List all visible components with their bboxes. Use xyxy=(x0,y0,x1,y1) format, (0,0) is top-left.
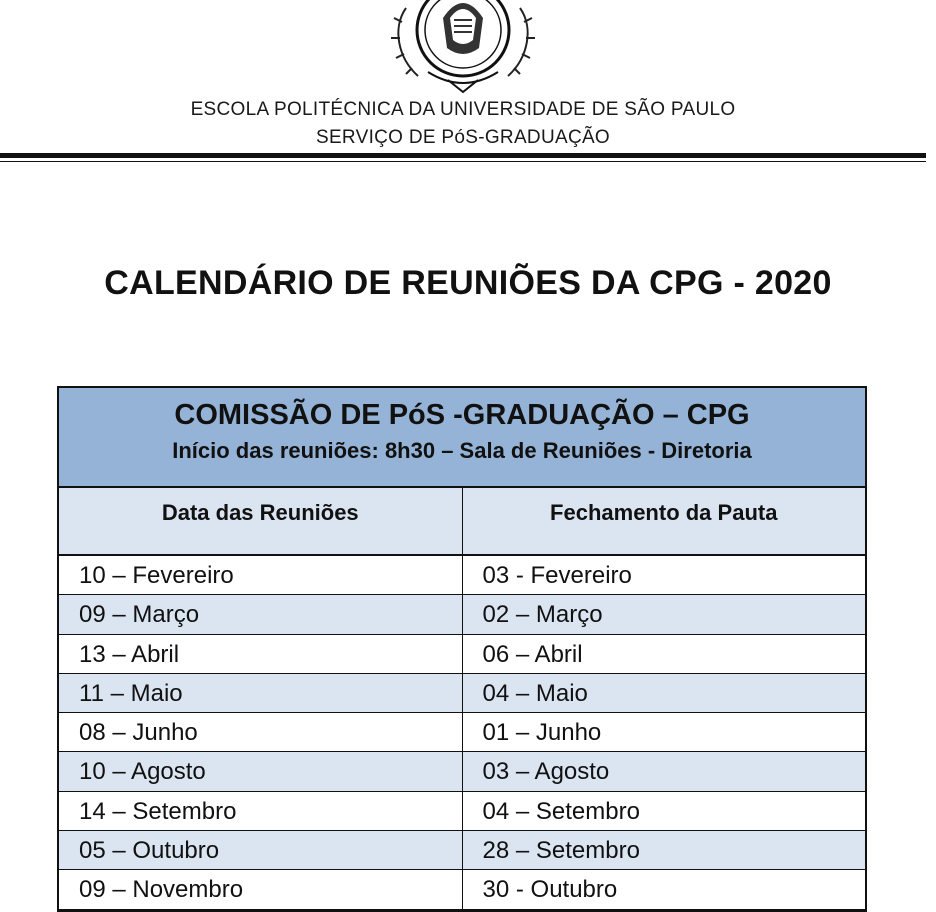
table-row xyxy=(59,595,865,634)
header-rule-thin xyxy=(0,161,926,162)
meeting-date-cell: 14 – Setembro xyxy=(59,792,463,830)
table-row xyxy=(59,713,865,752)
column-header-meeting-date: Data das Reuniões xyxy=(59,488,463,554)
table-row xyxy=(59,870,865,909)
agenda-close-cell: 04 – Setembro xyxy=(482,797,640,825)
meeting-date-cell: 13 – Abril xyxy=(59,635,463,673)
table-row xyxy=(59,635,865,674)
table-row xyxy=(59,674,865,713)
agenda-close-cell: 01 – Junho xyxy=(482,719,602,747)
agenda-close-cell: 06 – Abril xyxy=(482,640,583,668)
agenda-close-cell: 30 - Outubro xyxy=(482,876,618,904)
institution-name: ESCOLA POLITÉCNICA DA UNIVERSIDADE DE SÃO PAULO xyxy=(190,99,736,120)
column-header-agenda-close: Fechamento da Pauta xyxy=(550,500,778,525)
university-seal-logo xyxy=(388,0,538,96)
table-row xyxy=(59,556,865,595)
agenda-close-cell: 04 – Maio xyxy=(482,679,588,707)
header-rule-thick xyxy=(0,153,926,158)
department-name: SERVIÇO DE PóS-GRADUAÇÃO xyxy=(315,127,611,148)
page-title: CALENDÁRIO DE REUNIÕES DA CPG - 2020 xyxy=(104,264,832,302)
agenda-close-cell: 03 - Fevereiro xyxy=(482,562,632,589)
meeting-date-cell: 11 – Maio xyxy=(59,674,463,712)
meeting-date-cell: 10 – Fevereiro xyxy=(59,556,463,594)
table-row xyxy=(59,831,865,870)
meeting-date-cell: 09 – Novembro xyxy=(59,870,463,908)
table-heading: COMISSÃO DE PóS -GRADUAÇÃO – CPG xyxy=(174,399,750,431)
table-row xyxy=(59,792,865,831)
agenda-close-cell: 02 – Março xyxy=(482,601,603,629)
table-body xyxy=(59,556,865,910)
agenda-close-cell: 28 – Setembro xyxy=(482,837,640,865)
meeting-date-cell: 08 – Junho xyxy=(59,713,463,751)
table-row xyxy=(59,752,865,791)
agenda-close-cell: 03 – Agosto xyxy=(482,758,610,786)
table-subheading: Início das reuniões: 8h30 – Sala de Reuniões - Diretoria xyxy=(172,438,752,463)
table-header xyxy=(59,388,865,488)
column-headers xyxy=(59,488,865,556)
meeting-date-cell: 05 – Outubro xyxy=(59,831,463,869)
meeting-date-cell: 10 – Agosto xyxy=(59,752,463,790)
meetings-table xyxy=(57,386,867,912)
meeting-date-cell: 09 – Março xyxy=(59,595,463,633)
